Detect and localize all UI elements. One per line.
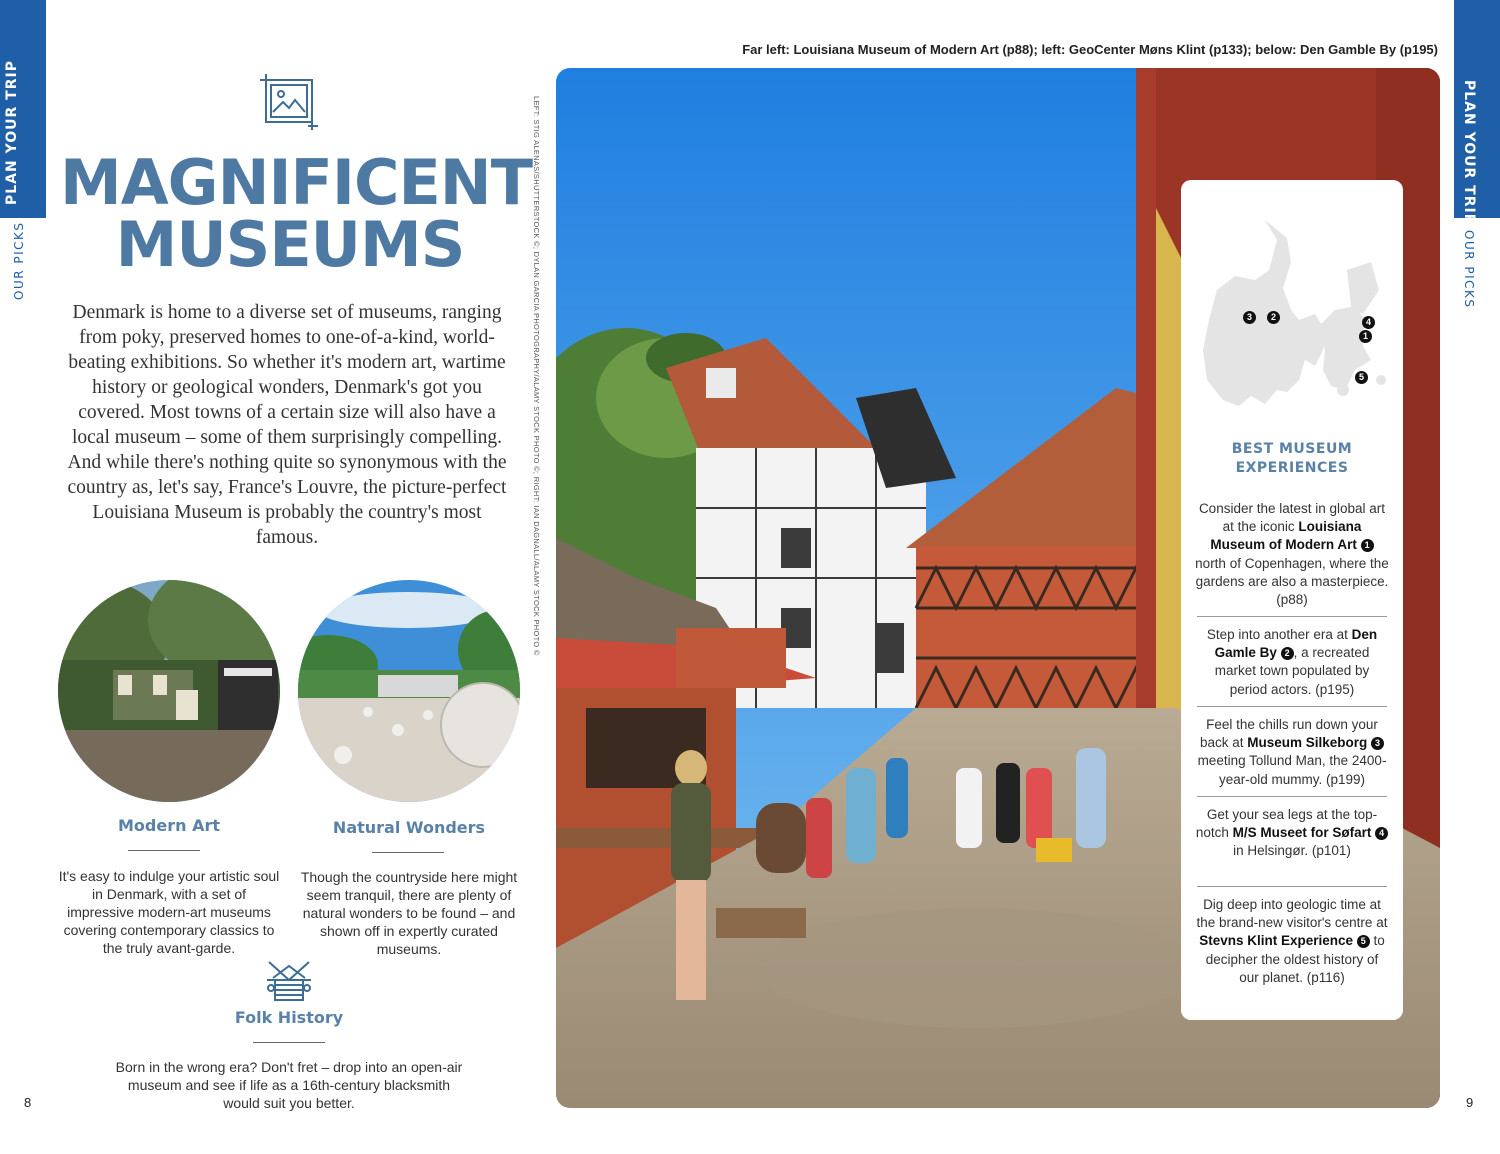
- item-text: Feel the chills run down your back at: [1199, 717, 1378, 751]
- item-text: Get your sea legs at the top-notch: [1195, 807, 1378, 841]
- item-text: to decipher the oldest history of our planet. (p116): [1205, 933, 1385, 985]
- map-marker-4: 4: [1362, 316, 1375, 329]
- panel-item-stevns-klint: [1195, 896, 1389, 987]
- panel-item-louisiana: [1195, 500, 1389, 609]
- modern-art-heading: Modern Art: [118, 816, 220, 835]
- title-line-1: MAGNIFICENT: [60, 146, 532, 219]
- folk-history-text: Born in the wrong era? Don't fret – drop into an open-air museum and see if life as a 16th-century blacksmith would suit you better.: [115, 1059, 463, 1111]
- panel-divider: [1197, 796, 1387, 797]
- folk-house-icon: [263, 958, 315, 1004]
- item-text: in Helsingør. (p101): [1233, 843, 1351, 859]
- title-line-2: MUSEUMS: [115, 208, 465, 281]
- item-name: Museum Silkeborg: [1247, 735, 1368, 751]
- item-name: M/S Museet for Søfart: [1232, 825, 1372, 841]
- left-our-picks-label: OUR PICKS: [12, 221, 26, 300]
- modern-art-divider: [128, 850, 200, 851]
- folk-history-heading: Folk History: [234, 1008, 344, 1027]
- item-number: 4: [1375, 827, 1388, 840]
- natural-wonders-divider: [372, 852, 444, 853]
- panel-divider: [1197, 706, 1387, 707]
- denmark-map: [1195, 210, 1391, 420]
- map-marker-2: 2: [1267, 311, 1280, 324]
- best-museum-experiences-panel: [1181, 180, 1403, 1020]
- item-text: meeting Tollund Man, the 2400-year-old mummy. (p199): [1197, 753, 1387, 787]
- item-text: Dig deep into geologic time at the brand-new visitor's centre at: [1196, 897, 1388, 931]
- map-marker-3: 3: [1243, 311, 1256, 324]
- item-name: Stevns Klint Experience: [1199, 933, 1354, 949]
- item-number: 1: [1361, 539, 1374, 552]
- panel-heading: [1181, 440, 1403, 478]
- photo-caption: Far left: Louisiana Museum of Modern Art (p88); left: GeoCenter Møns Klint (p133); below: Den Gamble By (p195): [742, 42, 1438, 57]
- panel-divider: [1197, 616, 1387, 617]
- item-number: 3: [1371, 737, 1384, 750]
- item-text: , a recreated market town populated by period actors. (p195): [1214, 645, 1370, 697]
- right-our-picks-label: OUR PICKS: [1462, 230, 1476, 309]
- item-text: Consider the latest in global art at the iconic: [1198, 501, 1386, 535]
- photo-credit: LEFT: STIG ALENAS/SHUTTERSTOCK ©; DYLAN GARCIA PHOTOGRAPHY/ALAMY STOCK PHOTO ©; RIGHT: IAN DAGNALL/ALAMY STOCK PHOTO ©: [532, 96, 541, 656]
- panel-heading-line-2: EXPERIENCES: [1235, 460, 1349, 476]
- map-marker-1: 1: [1359, 330, 1372, 343]
- natural-wonders-text: Though the countryside here might seem tranquil, there are plenty of natural wonders to be found – and shown off in expertly curated museums.: [300, 869, 518, 957]
- panel-item-den-gamle-by: [1195, 626, 1389, 699]
- louisiana-museum-photo: [58, 580, 280, 802]
- item-text: north of Copenhagen, where the gardens are also a masterpiece. (p88): [1195, 555, 1389, 608]
- map-marker-5: 5: [1355, 371, 1368, 384]
- panel-heading-line-1: BEST MUSEUM: [1231, 441, 1353, 457]
- page-number-right: 9: [1466, 1095, 1474, 1110]
- item-name: Den Gamle By: [1214, 627, 1378, 661]
- item-name: Louisiana Museum of Modern Art: [1210, 519, 1362, 553]
- panel-item-ms-museet: [1195, 806, 1389, 861]
- page-title: [60, 146, 532, 281]
- geocenter-mons-klint-photo: [298, 580, 520, 802]
- modern-art-text: It's easy to indulge your artistic soul in Denmark, with a set of impressive modern-art museums covering contemporary classics to the truly avant-garde.: [58, 868, 280, 956]
- picture-frame-icon: [258, 72, 320, 132]
- folk-history-divider: [253, 1042, 325, 1043]
- panel-divider: [1197, 886, 1387, 887]
- intro-paragraph: Denmark is home to a diverse set of museums, ranging from poky, preserved homes to one-of-a-kind, world-beating exhibitions. So whether it's modern art, wartime history or geological wonders, Denmark's got you covered. Most towns of a certain size will also have a local museum – some of them surprisingly compelling. And while there's nothing quite so synonymous with the country as, let's say, France's Louvre, the picture-perfect Louisiana Museum is probably the country's most famous.: [67, 302, 507, 548]
- item-number: 2: [1281, 647, 1294, 660]
- natural-wonders-heading: Natural Wonders: [332, 818, 486, 837]
- panel-item-silkeborg: [1195, 716, 1389, 789]
- left-plan-your-trip-label: PLAN YOUR TRIP: [4, 60, 20, 205]
- right-plan-your-trip-label: PLAN YOUR TRIP: [1461, 80, 1477, 225]
- page-number-left: 8: [24, 1095, 32, 1110]
- item-number: 5: [1357, 935, 1370, 948]
- item-text: Step into another era at: [1206, 627, 1352, 642]
